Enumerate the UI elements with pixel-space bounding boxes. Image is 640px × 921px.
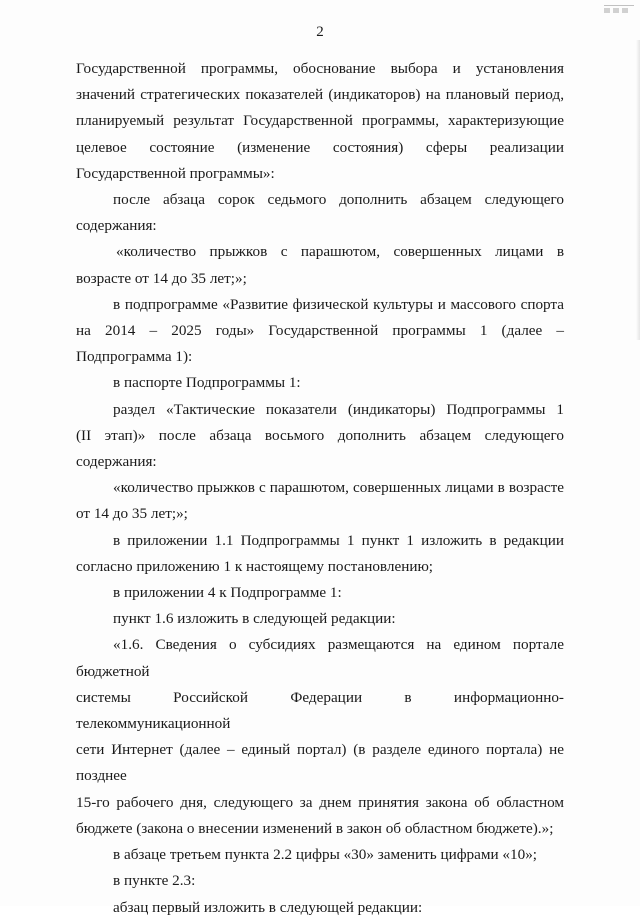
text-line: «количество прыжков с парашютом, совершенных лицами в возрасте xyxy=(113,479,564,497)
paragraph xyxy=(76,895,564,921)
text-line: возрасте от 14 до 35 лет;»; xyxy=(76,269,247,287)
paragraph xyxy=(76,842,564,868)
text-line: абзац первый изложить в следующей редакции: xyxy=(113,898,423,916)
paragraph-quote xyxy=(76,475,564,527)
text-line: Подпрограмма 1): xyxy=(76,348,193,366)
text-line: 15-го рабочего дня, следующего за днем принятия закона об областном xyxy=(76,793,564,811)
text-line: на 2014 – 2025 годы» Государственной программы 1 (далее – xyxy=(76,322,564,340)
paragraph xyxy=(76,868,564,894)
paragraph-quote xyxy=(76,239,564,291)
text-line: пункт 1.6 изложить в следующей редакции: xyxy=(113,610,396,628)
text-line: от 14 до 35 лет;»; xyxy=(76,505,188,523)
paragraph xyxy=(76,528,564,580)
text-line: после абзаца сорок седьмого дополнить абзацем следующего xyxy=(113,191,564,209)
text-line: содержания: xyxy=(76,217,157,235)
text-line: (II этап)» после абзаца восьмого дополнить абзацем следующего xyxy=(76,426,564,444)
text-line: целевое состояние (изменение состояния) сферы реализации xyxy=(76,138,564,156)
text-line: Государственной программы, обоснование выбора и установления xyxy=(76,60,564,77)
text-line: раздел «Тактические показатели (индикаторы) Подпрограммы 1 xyxy=(113,400,564,418)
text-line: бюджете (закона о внесении изменений в закон об областном бюджете).»; xyxy=(76,819,554,837)
text-line: в подпрограмме «Развитие физической культуры и массового спорта xyxy=(113,295,564,313)
text-line: Государственной программы»: xyxy=(76,164,275,182)
paragraph xyxy=(76,580,564,606)
document-body xyxy=(76,56,564,921)
text-line: в приложении 1.1 Подпрограммы 1 пункт 1 изложить в редакции xyxy=(113,531,564,549)
paragraph-quote xyxy=(76,632,564,842)
scan-edge-shadow xyxy=(636,40,640,340)
paragraph xyxy=(76,606,564,632)
page-number: 2 xyxy=(316,24,324,40)
text-line: планируемый результат Государственной программы, характеризующие xyxy=(76,112,564,130)
text-line: значений стратегических показателей (индикаторов) на плановый период, xyxy=(76,86,564,104)
scan-artifact xyxy=(604,0,634,6)
text-line: содержания: xyxy=(76,453,157,471)
text-line: сети Интернет (далее – единый портал) (в разделе единого портала) не позднее xyxy=(76,741,564,785)
text-line: в абзаце третьем пункта 2.2 цифры «30» заменить цифрами «10»; xyxy=(113,846,538,864)
paragraph xyxy=(76,292,564,371)
text-line: в паспорте Подпрограммы 1: xyxy=(113,374,301,392)
text-line: системы Российской Федерации в информационно-телекоммуникационной xyxy=(76,688,564,733)
text-line: согласно приложению 1 к настоящему постановлению; xyxy=(76,557,434,575)
text-line: в пункте 2.3: xyxy=(113,872,196,890)
paragraph xyxy=(76,370,564,396)
text-line: в приложении 4 к Подпрограмме 1: xyxy=(113,584,342,602)
paragraph xyxy=(76,187,564,239)
text-line: «количество прыжков с парашютом, совершенных лицами в xyxy=(116,243,564,261)
paragraph-continuation xyxy=(76,56,564,187)
text-line: «1.6. Сведения о субсидиях размещаются на едином портале бюджетной xyxy=(76,636,564,680)
paragraph xyxy=(76,397,564,476)
